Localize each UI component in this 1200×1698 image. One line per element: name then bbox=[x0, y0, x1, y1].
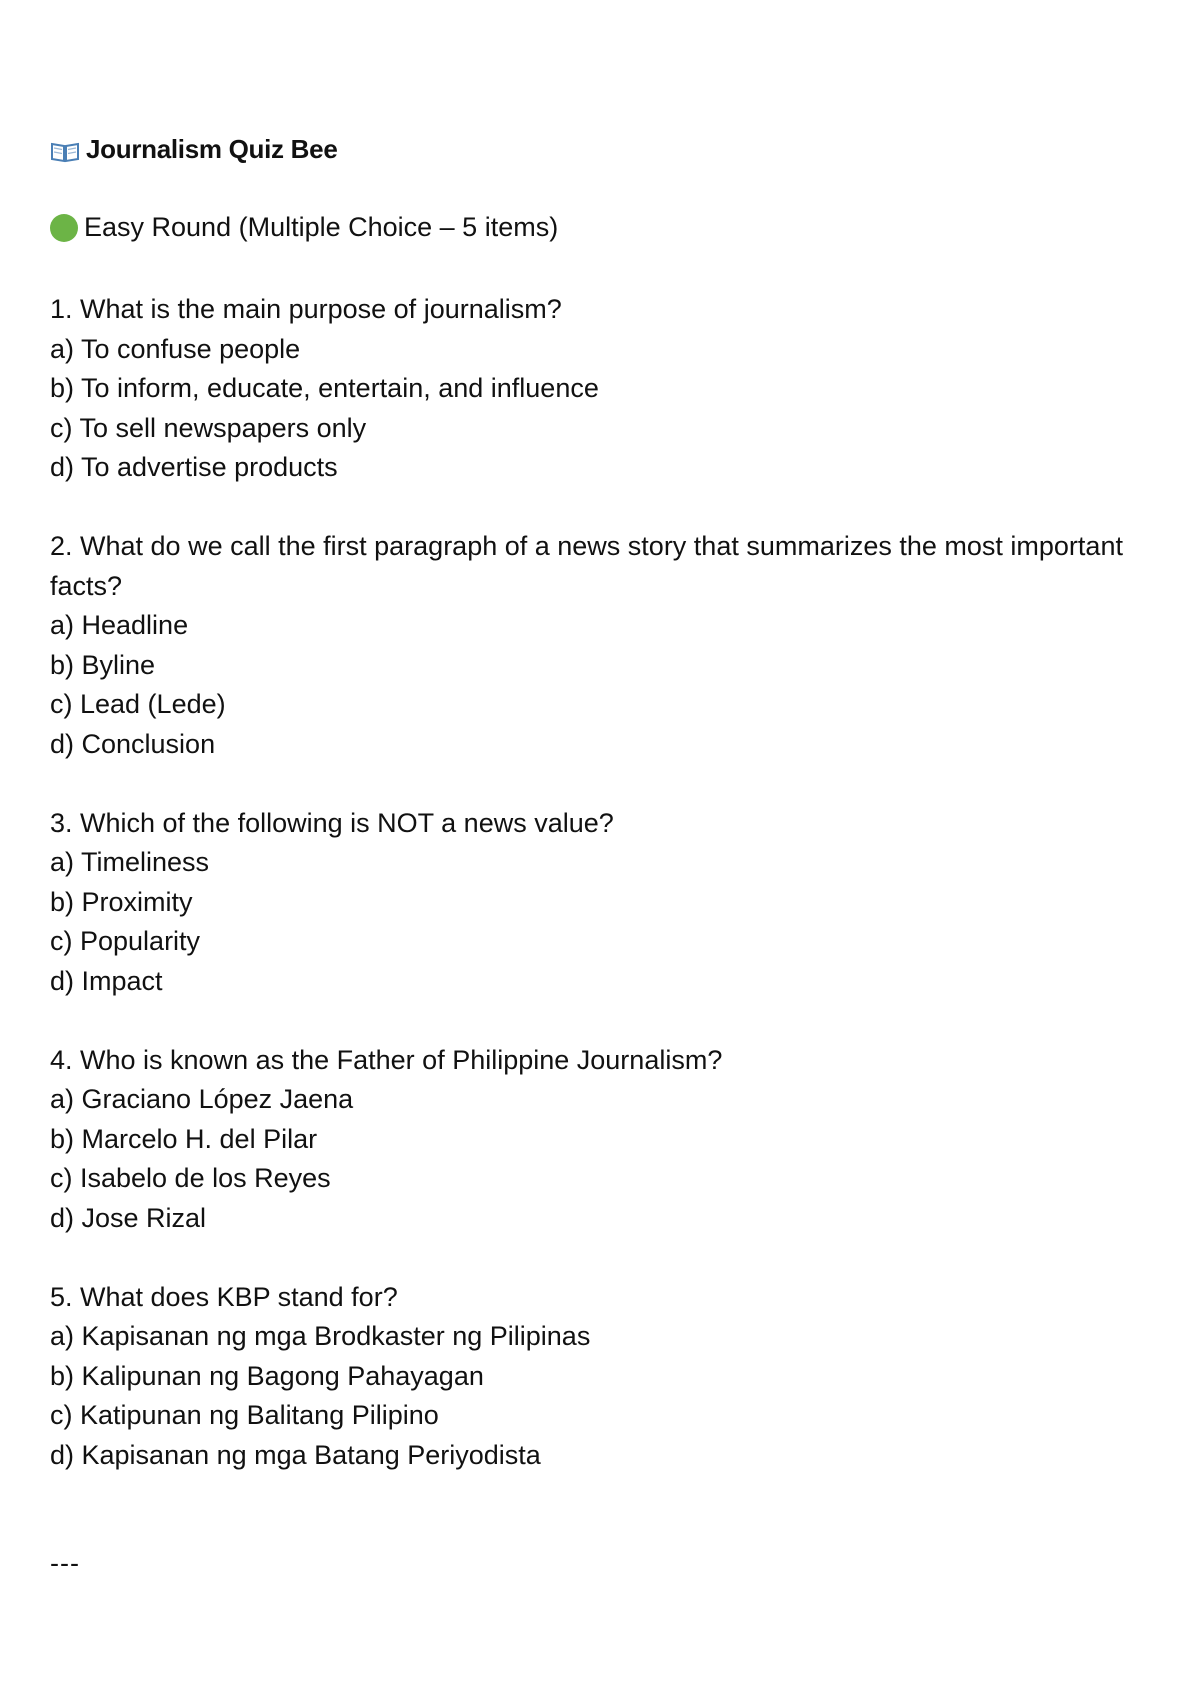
answer-option: d) To advertise products bbox=[50, 452, 338, 482]
answer-option: d) Impact bbox=[50, 965, 163, 996]
round-heading bbox=[50, 212, 558, 243]
answer-option: b) Kalipunan ng Bagong Pahayagan bbox=[50, 1360, 484, 1391]
question-text: 3. Which of the following is NOT a news value? bbox=[50, 807, 614, 838]
open-book-icon bbox=[50, 139, 80, 161]
answer-option: a) To confuse people bbox=[50, 333, 301, 364]
answer-option: b) To inform, educate, entertain, and influence bbox=[50, 373, 599, 403]
question-text: 1. What is the main purpose of journalism? bbox=[50, 294, 562, 324]
answer-option: d) Conclusion bbox=[50, 728, 216, 759]
question-text: 4. Who is known as the Father of Philippine Journalism? bbox=[50, 1044, 723, 1075]
document-title bbox=[50, 134, 337, 165]
question-4 bbox=[50, 1041, 1190, 1239]
answer-option: d) Jose Rizal bbox=[50, 1202, 207, 1233]
answer-option: a) Graciano López Jaena bbox=[50, 1084, 354, 1114]
answer-option: c) Isabelo de los Reyes bbox=[50, 1163, 331, 1193]
question-3 bbox=[50, 804, 1190, 1002]
answer-option: b) Marcelo H. del Pilar bbox=[50, 1123, 318, 1154]
answer-option: a) Timeliness bbox=[50, 847, 210, 877]
title-text: Journalism Quiz Bee bbox=[86, 134, 338, 164]
answer-option: c) Katipunan ng Balitang Pilipino bbox=[50, 1400, 439, 1430]
answer-option: b) Byline bbox=[50, 649, 156, 680]
green-circle-icon bbox=[50, 214, 78, 242]
answer-option: c) Lead (Lede) bbox=[50, 689, 226, 719]
question-2 bbox=[50, 527, 1190, 764]
question-text: 5. What does KBP stand for? bbox=[50, 1281, 398, 1312]
question-1 bbox=[50, 290, 1190, 488]
answer-option: a) Headline bbox=[50, 610, 189, 640]
answer-option: d) Kapisanan ng mga Batang Periyodista bbox=[50, 1439, 541, 1470]
answer-option: b) Proximity bbox=[50, 886, 193, 917]
answer-option: c) To sell newspapers only bbox=[50, 412, 367, 443]
section-divider: --- bbox=[50, 1548, 80, 1578]
question-5 bbox=[50, 1278, 1190, 1476]
answer-option: c) Popularity bbox=[50, 926, 201, 956]
question-list bbox=[50, 290, 1190, 1515]
question-text: 2. What do we call the first paragraph of a news story that summarizes the most important facts? bbox=[50, 531, 1123, 601]
answer-option: a) Kapisanan ng mga Brodkaster ng Pilipinas bbox=[50, 1321, 591, 1351]
round-label: Easy Round (Multiple Choice – 5 items) bbox=[84, 212, 559, 242]
